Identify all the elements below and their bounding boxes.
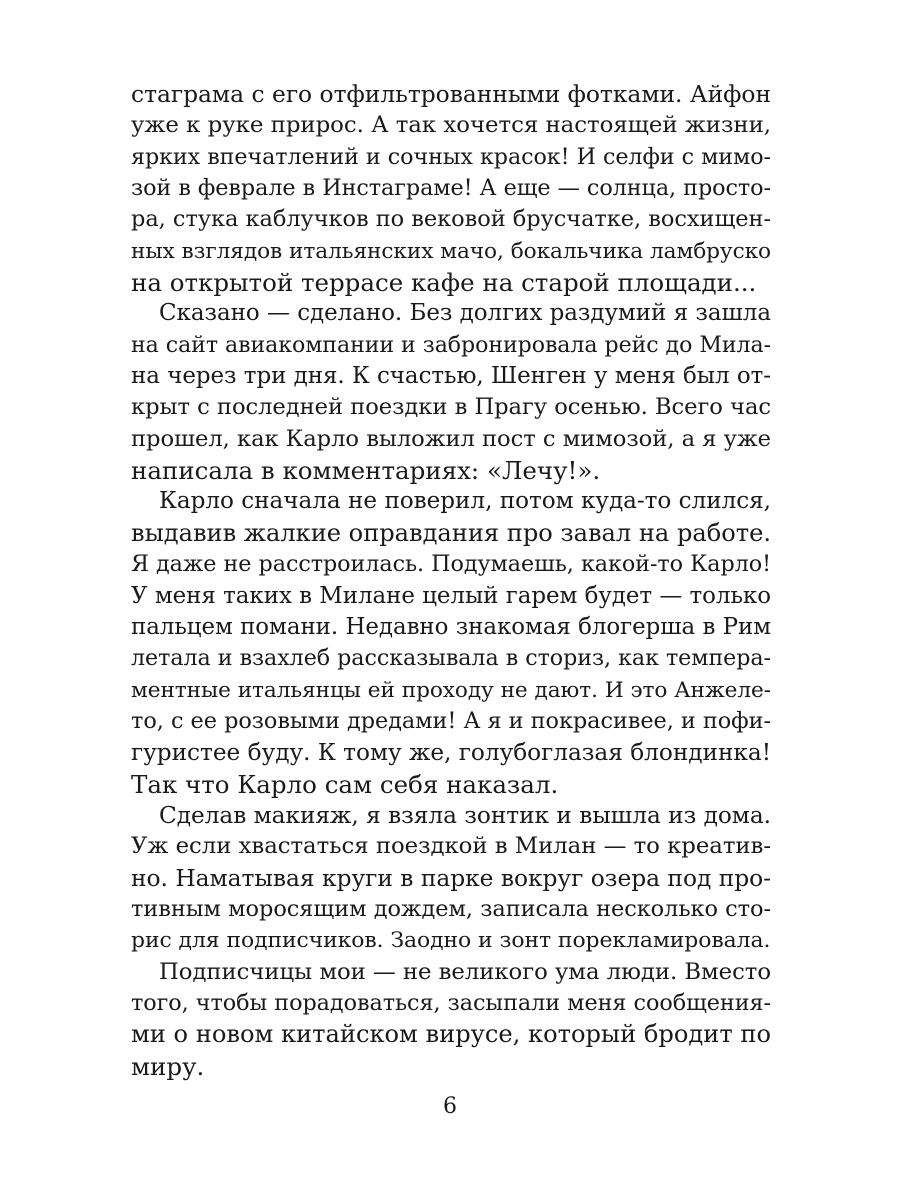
text-line: то, с ее розовыми дредами! А я и покрасивее, и пофи-	[131, 707, 771, 734]
text-line: уже к руке прирос. А так хочется настоящей жизни,	[131, 112, 771, 139]
paragraph	[131, 486, 771, 799]
text-line: выдавив жалкие оправдания про завал на работе.	[131, 518, 771, 547]
text-line: летала и взахлеб рассказывала в сториз, как темпера-	[131, 645, 771, 672]
text-line: ра, стука каблучков по вековой брусчатке, восхищен-	[131, 206, 771, 233]
text-line: Карло сначала не поверил, потом куда-то слился,	[159, 488, 771, 515]
body-text	[131, 79, 771, 1082]
text-line: Подписчицы мои — не великого ума люди. Вместо	[159, 958, 771, 985]
text-line: на сайт авиакомпании и забронировала рейс до Мила-	[131, 332, 771, 358]
text-line: Я даже не расстроилась. Подумаешь, какой-то Карло!	[131, 551, 771, 578]
text-line: ми о новом китайском вирусе, который бродит по	[131, 1020, 771, 1049]
paragraph	[131, 800, 771, 957]
page-number: 6	[443, 1094, 457, 1119]
text-line: ментные итальянцы ей проходу не дают. И это Анжеле-	[131, 677, 771, 703]
text-line: стаграма с его отфильтрованными фотками. Айфон	[131, 80, 771, 108]
text-line: гуристее буду. К тому же, голубоглазая блондинка!	[131, 739, 771, 767]
text-line: ярких впечатлений и сочных красок! И селфи с мимо-	[131, 143, 771, 170]
text-line: пальцем помани. Недавно знакомая блогерша в Рим	[131, 613, 771, 640]
text-line: зой в феврале в Инстаграме! А еще — солнца, просто-	[131, 175, 771, 202]
paragraph	[131, 957, 771, 1082]
text-line: Сказано — сделано. Без долгих раздумий я зашла	[159, 300, 771, 327]
text-line: Сделав макияж, я взяла зонтик и вышла из дома.	[159, 801, 771, 829]
text-line: тивным моросящим дождем, записала несколько сто-	[131, 895, 771, 922]
text-line: на через три дня. К счастью, Шенген у меня был от-	[131, 363, 771, 390]
text-line: Уж если хвастаться поездкой в Милан — то креатив-	[131, 833, 771, 860]
text-line: но. Наматывая круги в парке вокруг озера под про-	[131, 863, 771, 892]
text-line: Так что Карло сам себя наказал.	[131, 769, 559, 799]
paragraph	[131, 298, 771, 486]
text-line: крыт с последней поездки в Прагу осенью. Всего час	[131, 394, 771, 421]
text-line: ных взглядов итальянских мачо, бокальчика ламбруско	[131, 238, 771, 264]
text-line: рис для подписчиков. Заодно и зонт порекламировала.	[131, 928, 771, 954]
text-line: на открытой террасе кафе на старой площади...	[131, 268, 757, 298]
paragraph	[131, 79, 771, 298]
text-line: написала в комментариях: «Лечу!».	[131, 456, 601, 486]
text-line: У меня таких в Милане целый гарем будет — только	[131, 582, 771, 609]
text-line: того, чтобы порадоваться, засыпали меня сообщения-	[131, 989, 771, 1016]
text-line: миру.	[131, 1051, 205, 1081]
text-line: прошел, как Карло выложил пост с мимозой, а я уже	[131, 425, 771, 452]
